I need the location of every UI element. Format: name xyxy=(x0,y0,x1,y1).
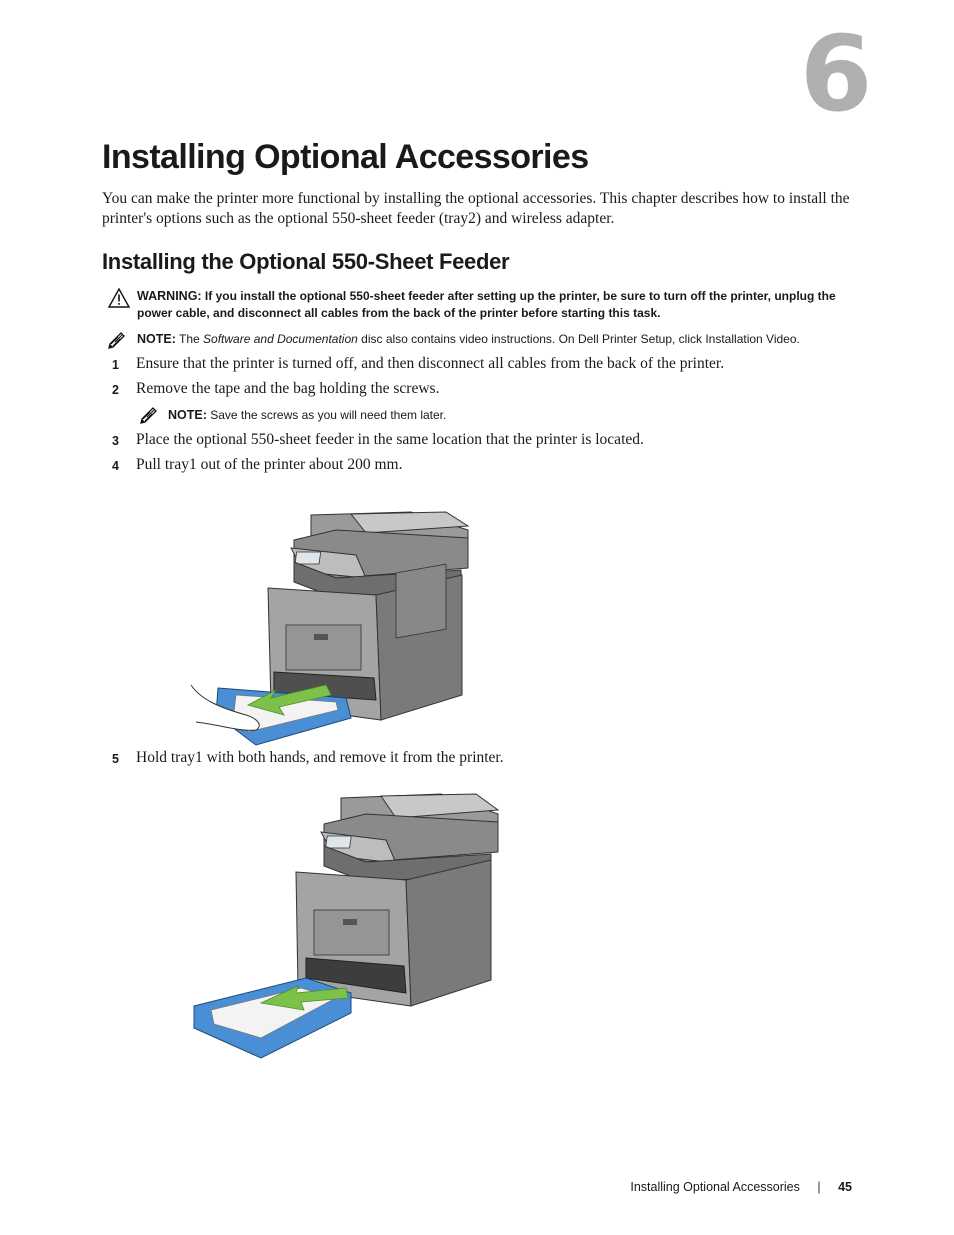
chapter-title: Installing Optional Accessories xyxy=(102,138,589,176)
note-label: NOTE: xyxy=(168,408,207,422)
warning-text: If you install the optional 550-sheet feeder after setting up the printer, be sure to turn off the printer, unplug the power cable, and disconnect all cables from the back of the printer before starting this task. xyxy=(137,289,836,320)
step-number: 4 xyxy=(112,459,119,473)
step-text: Ensure that the printer is turned off, and then disconnect all cables from the back of the printer. xyxy=(136,355,725,372)
step-number: 3 xyxy=(112,434,119,448)
note-text-mid: disc also contains video instructions. On xyxy=(361,332,575,346)
note-link-printer-setup: Dell Printer Setup xyxy=(577,332,672,346)
printer-tray-pull-illustration xyxy=(186,500,476,750)
note-callout xyxy=(102,331,852,351)
section-title: Installing the Optional 550-Sheet Feeder xyxy=(102,249,510,274)
page-number: 45 xyxy=(838,1180,852,1194)
page-footer xyxy=(630,1180,852,1194)
warning-icon xyxy=(108,288,130,308)
footer-divider: | xyxy=(817,1180,821,1194)
step-text: Remove the tape and the bag holding the screws. xyxy=(136,380,440,397)
warning-callout xyxy=(102,288,852,324)
step-number: 2 xyxy=(112,383,119,397)
pencil-icon xyxy=(138,406,160,426)
intro-paragraph: You can make the printer more functional by installing the optional accessories. This chapter describes how to install the printer's options such as the optional 550-sheet feeder (tray2) and wireless adapter. xyxy=(102,190,850,227)
step-number: 5 xyxy=(112,752,119,766)
note-text-pre: The xyxy=(179,332,200,346)
step-text: Place the optional 550-sheet feeder in the same location that the printer is located. xyxy=(136,431,644,448)
printer-tray-remove-illustration xyxy=(186,788,506,1068)
note-label: NOTE: xyxy=(137,332,176,346)
note-text-end: . xyxy=(796,332,800,346)
footer-title: Installing Optional Accessories xyxy=(630,1180,800,1194)
step-text: Pull tray1 out of the printer about 200 mm. xyxy=(136,456,403,473)
note-link-installation-video: Installation Video xyxy=(705,332,797,346)
chapter-number: 6 xyxy=(800,13,873,135)
pencil-icon xyxy=(106,331,128,351)
note-callout-screws xyxy=(136,406,836,426)
warning-label: WARNING: xyxy=(137,289,202,303)
note-text-italic: Software and Documentation xyxy=(203,332,358,346)
note-text: Save the screws as you will need them later. xyxy=(210,408,447,422)
note-text-mid2: , click xyxy=(672,332,702,346)
step-text: Hold tray1 with both hands, and remove it from the printer. xyxy=(136,749,504,766)
step-number: 1 xyxy=(112,358,119,372)
